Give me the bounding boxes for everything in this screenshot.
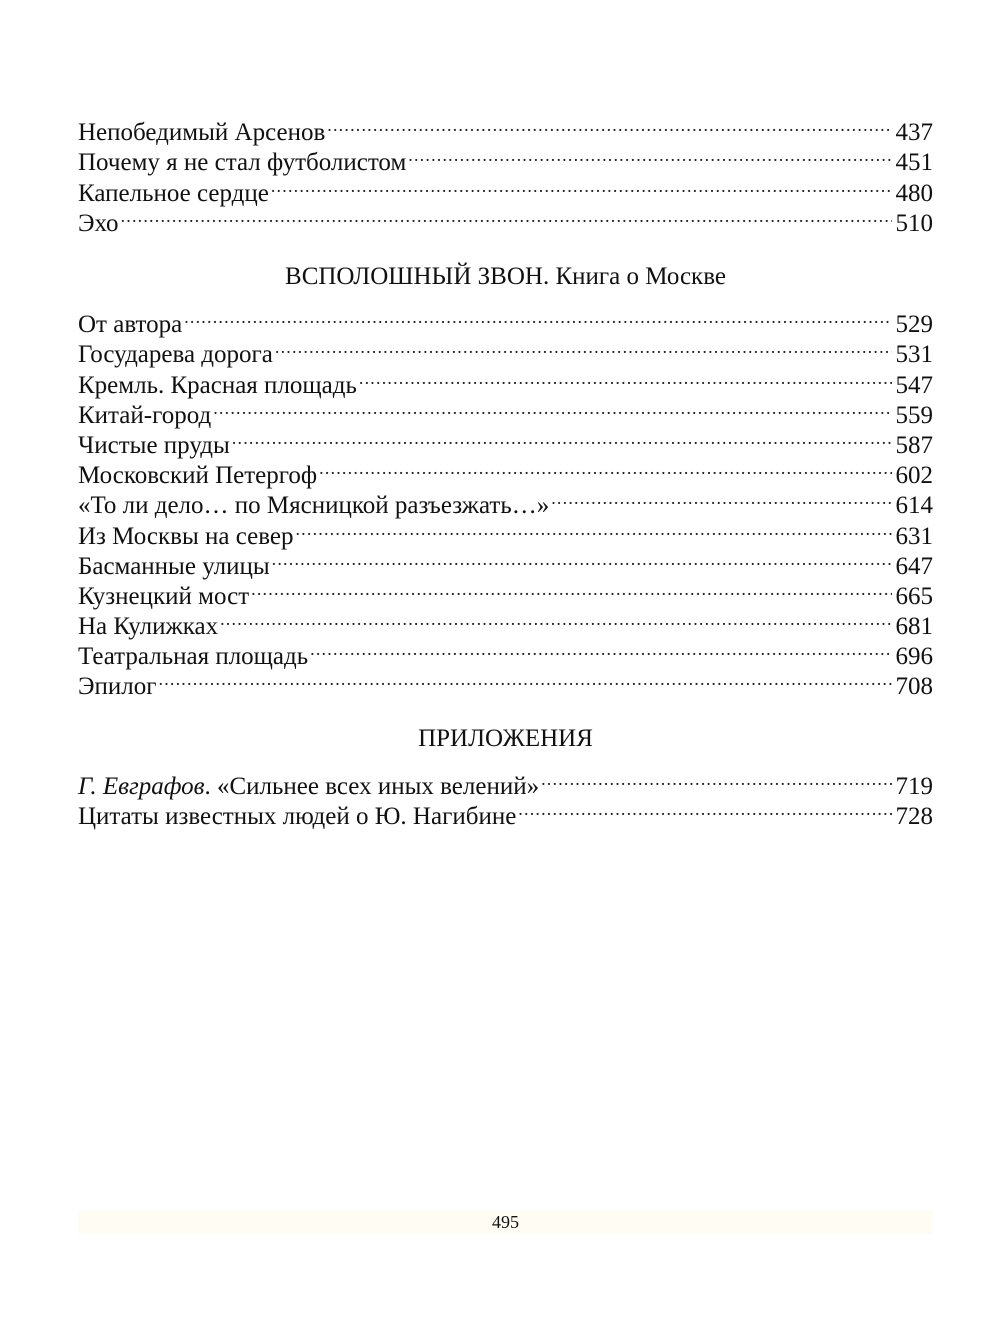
toc-entry xyxy=(78,201,933,237)
toc-entry-page: 547 xyxy=(895,371,933,399)
dot-leader xyxy=(271,170,892,200)
toc-entry-title: От автора xyxy=(78,311,183,339)
toc-entry xyxy=(78,332,933,369)
toc-entry-page: 681 xyxy=(895,613,933,641)
toc-entry-title: Эпилог xyxy=(78,673,157,701)
author-separator: . xyxy=(204,773,217,801)
toc-entry xyxy=(78,764,933,801)
dot-leader xyxy=(295,513,891,543)
toc-entry-title: Театральная площадь xyxy=(78,643,309,671)
toc-entry-page: 614 xyxy=(895,492,933,520)
toc-entry-title: Капельное сердце xyxy=(78,179,269,207)
toc-entry xyxy=(78,302,933,339)
dot-leader xyxy=(319,453,891,483)
toc-entry-page: 510 xyxy=(895,209,933,237)
toc-entry-title: Чистые пруды xyxy=(78,431,230,459)
dot-leader xyxy=(541,764,891,794)
dot-leader xyxy=(121,201,892,231)
toc-entry-page: 665 xyxy=(895,582,933,610)
toc-entry-title: Из Москвы на север xyxy=(78,522,294,550)
dot-leader xyxy=(551,483,891,513)
toc-entry xyxy=(78,664,933,701)
dot-leader xyxy=(213,393,891,423)
toc-entry-title: Кузнецкий мост xyxy=(78,582,250,610)
toc-entry-title: Китай-город xyxy=(78,401,212,429)
dot-leader xyxy=(184,302,891,332)
dot-leader xyxy=(408,140,891,170)
dot-leader xyxy=(518,794,891,824)
toc-entry-page: 647 xyxy=(895,552,933,580)
toc-entry-title: Цитаты известных людей о Ю. Нагибине xyxy=(78,803,517,831)
toc-entry-title: Государева дорога xyxy=(78,341,273,369)
toc-entry xyxy=(78,110,933,147)
toc-entry-page: 602 xyxy=(895,462,933,490)
toc-group-appendices xyxy=(78,764,933,831)
page-number: 495 xyxy=(78,1210,933,1234)
toc-entry-page: 719 xyxy=(895,773,933,801)
toc-entry-page: 728 xyxy=(895,803,933,831)
dot-leader xyxy=(220,604,891,634)
toc-entry-page: 587 xyxy=(895,431,933,459)
dot-leader xyxy=(232,423,892,453)
toc-entry-page: 451 xyxy=(895,149,933,177)
dot-leader xyxy=(275,332,892,362)
toc-entry-page: 559 xyxy=(895,401,933,429)
dot-leader xyxy=(310,634,891,664)
toc-entry-title: Почему я не стал футболистом xyxy=(78,149,407,177)
dot-leader xyxy=(251,574,891,604)
toc-entry-page: 631 xyxy=(895,522,933,550)
dot-leader xyxy=(327,110,891,140)
toc-entry-page: 531 xyxy=(895,341,933,369)
toc-entry-title: «То ли дело… по Мясницкой разъезжать…» xyxy=(78,492,550,520)
toc-entry-page: 437 xyxy=(895,119,933,147)
toc-entry-page: 480 xyxy=(895,179,933,207)
dot-leader xyxy=(272,544,892,574)
toc-entry-title: Басманные улицы xyxy=(78,552,270,580)
toc-entry-title: Эхо xyxy=(78,209,119,237)
toc-group-continued xyxy=(78,110,933,237)
toc-entry-page: 696 xyxy=(895,643,933,671)
toc-group-vspoloshny-zvon xyxy=(78,302,933,701)
section-heading-vspoloshny-zvon: ВСПОЛОШНЫЙ ЗВОН. Книга о Москве xyxy=(285,263,726,290)
dot-leader xyxy=(159,664,892,694)
toc-entry-title: Московский Петергоф xyxy=(78,462,318,490)
toc-entry-title xyxy=(78,772,541,802)
toc-entry-author: Г. Евграфов xyxy=(78,773,205,801)
toc-entry-page: 529 xyxy=(895,311,933,339)
toc-entry-page: 708 xyxy=(895,673,933,701)
toc-entry-title: Кремль. Красная площадь xyxy=(78,371,357,399)
toc-entry-title: Непобедимый Арсенов xyxy=(78,119,326,147)
toc-entry-title: На Кулижках xyxy=(78,613,219,641)
dot-leader xyxy=(359,362,892,392)
toc-entry-title-text: «Сильнее всех иных велений» xyxy=(217,773,540,801)
section-heading-appendices: ПРИЛОЖЕНИЯ xyxy=(418,725,593,752)
